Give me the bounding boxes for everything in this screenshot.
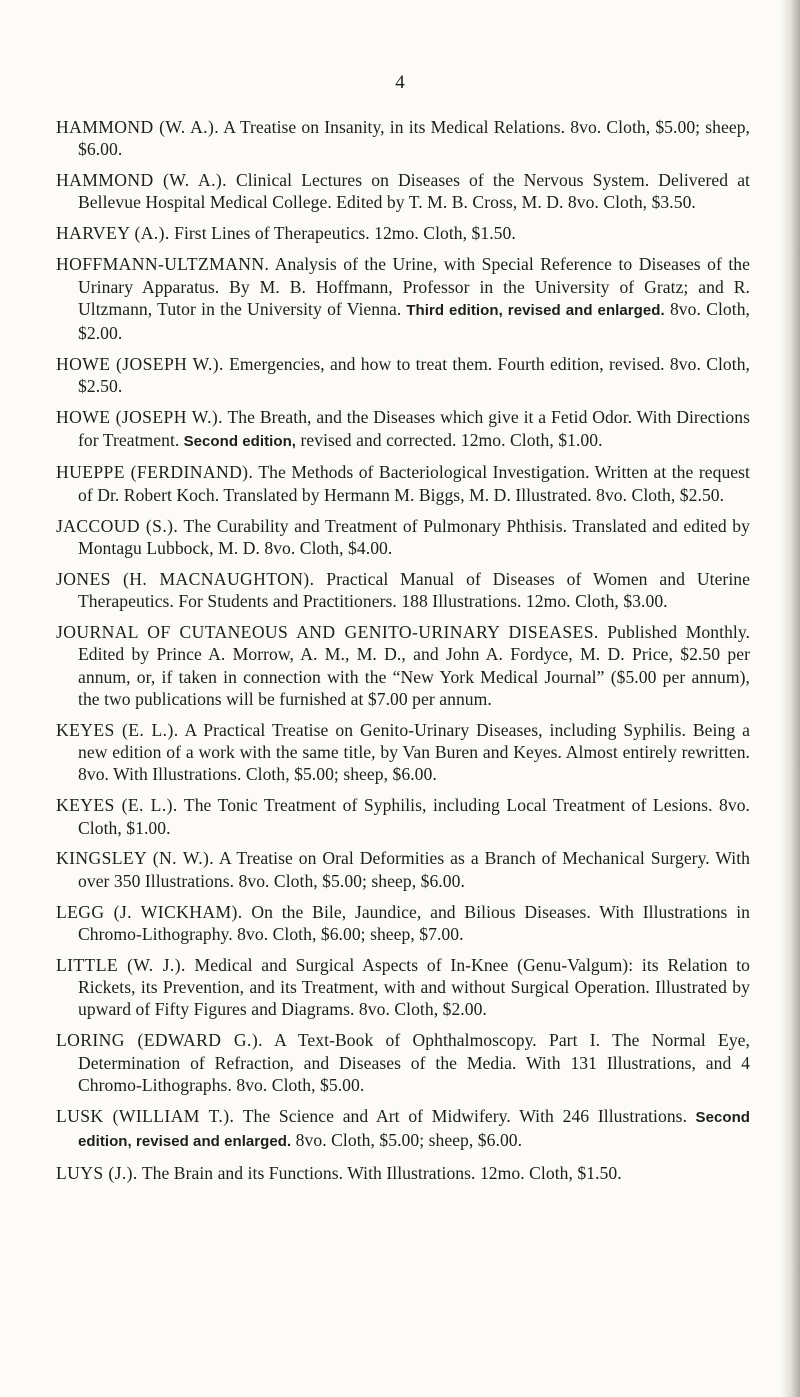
entry-author: LUYS (J.).: [56, 1162, 138, 1183]
entry-description: The Curability and Treatment of Pulmonary Phthisis. Translated and edited by Montagu Lubbock, M. D. 8vo. Cloth, $4.00.: [78, 515, 750, 558]
entry-author: JONES (H. MACNAUGHTON).: [56, 568, 315, 589]
entry-price: 8vo. Cloth, $5.00; sheep, $6.00.: [291, 1130, 523, 1151]
entry-edition: Third edition, revised and enlarged.: [401, 301, 665, 319]
entry-description: Emergencies, and how to treat them. Fourth edition, revised. 8vo. Cloth, $2.50.: [78, 354, 751, 397]
entry-description: A Treatise on Oral Deformities as a Branch of Mechanical Surgery. With over 350 Illustrations. 8vo. Cloth, $5.00; sheep, $6.00.: [78, 848, 751, 891]
entry-description: The Tonic Treatment of Syphilis, including Local Treatment of Lesions. 8vo. Cloth, $1.00.: [78, 795, 750, 838]
entry-description: Medical and Surgical Aspects of In-Knee (Genu-Valgum): its Relation to Rickets, its Prevention, and its Treatment, with and without Surgical Operation. Illustrated by upward of Fifty Figures and Diagrams. 8vo. Cloth, $2.00.: [78, 954, 751, 1020]
entry-description: The Science and Art of Midwifery. With 246 Illustrations.: [234, 1105, 688, 1126]
catalog-entry: [56, 1162, 750, 1184]
entry-price: revised and corrected. 12mo. Cloth, $1.00.: [296, 429, 603, 450]
entry-author: JOURNAL OF CUTANEOUS AND GENITO-URINARY DISEASES.: [56, 621, 599, 642]
entry-description: A Treatise on Insanity, in its Medical Relations. 8vo. Cloth, $5.00; sheep, $6.00.: [78, 117, 751, 160]
catalog-entry: [56, 794, 750, 839]
catalog-entry: [56, 406, 750, 453]
entry-description: Analysis of the Urine, with Special Reference to Diseases of the Urinary Apparatus. By M. B. Hoffmann, Professor in the University of Gratz; and R. Ultzmann, Tutor in the University of Vienna.: [78, 254, 750, 319]
catalog-entry: [56, 719, 750, 786]
entry-description: The Methods of Bacteriological Investigation. Written at the request of Dr. Robert Koch. Translated by Hermann M. Biggs, M. D. Illustrated. 8vo. Cloth, $2.50.: [78, 462, 750, 505]
catalog-entry: [56, 621, 750, 710]
entry-description: A Text-Book of Ophthalmoscopy. Part I. The Normal Eye, Determination of Refraction, and Diseases of the Media. With 131 Illustrations, and 4 Chromo-Lithographs. 8vo. Cloth, $5.00.: [78, 1030, 750, 1095]
entry-author: HAMMOND (W. A.).: [56, 170, 227, 191]
entry-author: HOWE (JOSEPH W.).: [56, 354, 224, 375]
entry-edition: Second edition, revised and enlarged.: [78, 1108, 750, 1151]
catalog-entry: [56, 169, 750, 214]
entry-author: LEGG (J. WICKHAM).: [56, 901, 243, 922]
entry-author: LUSK (WILLIAM T.).: [56, 1105, 235, 1126]
catalog-entry: [56, 515, 750, 560]
catalog-entry: [56, 222, 750, 244]
entry-author: HARVEY (A.).: [56, 223, 170, 244]
entry-author: HUEPPE (FERDINAND).: [56, 462, 254, 483]
catalog-entry: [56, 353, 750, 398]
catalog-entry: [56, 954, 750, 1021]
entry-description: Practical Manual of Diseases of Women and Uterine Therapeutics. For Students and Practitioners. 188 Illustrations. 12mo. Cloth, $3.00.: [78, 568, 750, 612]
entry-description: On the Bile, Jaundice, and Bilious Diseases. With Illustrations in Chromo-Lithography. 8vo. Cloth, $6.00; sheep, $7.00.: [78, 901, 751, 944]
catalog-entry: [56, 253, 750, 344]
entry-author: HOFFMANN-ULTZMANN.: [56, 254, 270, 275]
entry-description: A Practical Treatise on Genito-Urinary Diseases, including Syphilis. Being a new edition of a work with the same title, by Van Buren and Keyes. Almost entirely rewritten. 8vo. With Illustrations. Cloth, $5.00; sheep, $6.00.: [78, 719, 751, 785]
page-number: 4: [395, 72, 405, 93]
entry-author: JACCOUD (S.).: [56, 515, 179, 536]
entry-author: LITTLE (W. J.).: [56, 954, 186, 975]
entry-author: HOWE (JOSEPH W.).: [56, 407, 223, 428]
catalog-entry: [56, 1105, 750, 1154]
entry-description: The Brain and its Functions. With Illustrations. 12mo. Cloth, $1.50.: [137, 1162, 622, 1183]
catalog-entry: [56, 901, 750, 946]
entry-price: 8vo. Cloth, $2.00.: [78, 298, 750, 344]
catalog-entry: [56, 116, 750, 161]
catalog-entry: [56, 461, 750, 506]
catalog-entry: [56, 568, 750, 613]
entry-author: KEYES (E. L.).: [56, 795, 178, 816]
entry-author: KINGSLEY (N. W.).: [56, 848, 215, 869]
entry-description: Published Monthly. Edited by Prince A. Morrow, A. M., M. D., and John A. Fordyce, M. D. Price, $2.50 per annum, or, if taken in connection with the “New York Medical Journal” ($5.00 per annum), the two publications will be furnished at $7.00 per annum.: [78, 621, 751, 709]
page-edge-shadow: [780, 0, 800, 1397]
entry-author: LORING (EDWARD G.).: [56, 1030, 263, 1051]
catalog-entry: [56, 847, 750, 892]
entry-description: The Breath, and the Diseases which give it a Fetid Odor. With Directions for Treatment.: [78, 407, 751, 450]
entry-author: KEYES (E. L.).: [56, 719, 179, 740]
entry-description: First Lines of Therapeutics. 12mo. Cloth, $1.50.: [169, 223, 516, 244]
entry-author: HAMMOND (W. A.).: [56, 117, 220, 137]
catalog-entry: [56, 1029, 750, 1096]
entry-description: Clinical Lectures on Diseases of the Nervous System. Delivered at Bellevue Hospital Medical College. Edited by T. M. B. Cross, M. D. 8vo. Cloth, $3.50.: [78, 170, 750, 213]
catalog-entries: [56, 116, 750, 1193]
entry-edition: Second edition,: [179, 432, 297, 450]
